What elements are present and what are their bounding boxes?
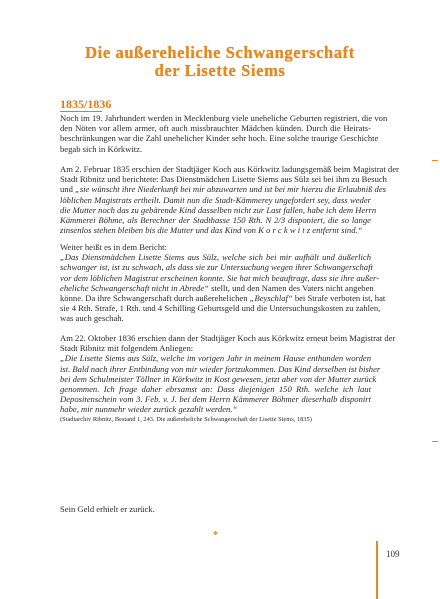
quote-line: Kämmerei Böhme, als Berechner der Stadthasse 150 Rth. N 2/3 disponiert, die so lange [60,215,371,226]
quote-line: Depositenschein vom 3. Feb. v. J. bei dem Herrn Kämmerer Böhmer dieserhalb disponirt [60,394,371,405]
quote-line: bei dem Schulmeister Töllner in Körkwitz in Kost gewesen, jetzt aber von der Mutter zurück [60,373,377,384]
quote-line: löblichen Magistrats ertheilt. Damit nun die Stadt-Kämmerey ungefordert sey, dass weder [60,194,371,205]
margin-tick-mark [432,160,438,161]
plain-text: bei Strafe verboten ist, hat [292,293,386,304]
text-line [60,282,374,293]
quote-text: eheliche Schwangerschaft nicht in Abrede“ [60,282,209,293]
margin-tick-mark [432,441,438,442]
quote-line [60,184,386,195]
page-title-line-1: Die außereheliche Schwangerschaft [85,43,355,62]
section-separator-asterisk: * [212,529,219,541]
text-line: Weiter heißt es in dem Bericht: [60,242,167,252]
page-title-line-2: der Lisette Siems [154,61,286,80]
source-citation: (Stadtarchiv Ribnitz, Bestand 1, 243. Die außereheliche Schwangerschaft der Lisette Siems, 1835) [60,415,312,423]
quote-line: „Das Dienstmädchen Lisette Siems aus Sülz, welche sich bei mir aufhält und äußerlich [60,252,371,263]
year-underline [60,111,102,112]
section-year-heading: 1835/1836 [60,97,112,111]
text-line: was auch geschah. [60,313,124,324]
text-line: begab sich in Körkwitz. [60,143,143,154]
quote-line: genommen. Ich frage daher ebrsamst an: Dass diejenigen 150 Rth. welche ich laut [60,384,371,395]
quote-line: vor dem löblichen Magistrat erscheinen konnte. Sie hat mich beauftragt, dass sie ihre außer- [60,272,380,283]
text-line: Stadt Ribnitz und berichtete: Das Dienstmädchen Lisette Siems aus Sülz sei bei ihm zu Besuch [60,174,387,185]
quote-text: „sie wünscht ihre Niederkunft bei mir abzuwarten und ist bei mir hierzu die Erlaubniß des [75,184,386,195]
quote-line: ist. Bald nach ihrer Entbindung von mir wieder fortzukommen. Das Kind derselben ist bisher [60,363,381,374]
text-line: Noch im 19. Jahrhundert werden in Mecklenburg viele uneheliche Geburten registriert, die von [60,113,388,123]
quote-line: schwanger ist, ist zu schwach, als dass sie zur Untersuchung wegen ihrer Schwangerschaft [60,262,373,273]
quote-line: habe, mir nunmehr wieder zurück gezahlt werden.“ [60,404,238,415]
text-line: Sein Geld erhielt er zurück. [60,504,155,514]
text-line: beschränkungen war die Zahl unehelicher Kinder sehr hoch. Eine solche traurige Geschichte [60,133,379,144]
text-line: den Nöten vor allem armer, oft auch missbrauchter Mädchen künden. Durch die Heirats- [60,123,371,134]
page-number-rule [376,541,378,599]
quote-line: die Mutter noch das zu gebärende Kind dasselben nicht zur Last fallen, habe ich dem Herrn [60,204,377,215]
plain-text: könne. Da ihre Schwangerschaft durch außerehelichen [60,293,250,304]
page-number: 109 [386,549,400,559]
closing-paragraph [60,504,371,514]
quote-lead-word: und [60,184,76,195]
intro-paragraph [60,113,388,154]
text-line: Stadt Ribnitz mit folgendem Anliegen: [60,343,194,354]
plain-text: stellt, und den Namen des Vaters nicht angeben [208,282,374,293]
report-1836-paragraph [60,333,396,424]
quote-text: „Beyschlaf“ [249,293,293,304]
report-1835-paragraph [60,164,399,236]
text-line: Am 2. Februar 1835 erschien der Stadtjäger Koch aus Körkwitz ladungsgemäß beim Magistrat der [60,164,399,174]
quote-line: „Die Lisette Siems aus Sülz, welche im vorigen Jahr in meinem Hause enthunden worden [60,353,371,364]
report-continuation-paragraph [60,242,386,324]
text-line [60,293,386,304]
text-line: sie 4 Rth. Strafe, 1 Rth. und 4 Schilling Geburtsgeld und die Untersuchungskosten zu zahlen, [60,303,381,314]
quote-line: zinsenlos stehen bleiben bis die Mutter und das Kind von K o r c k w i t z entfernt sind.“ [60,225,363,236]
text-line: Am 22. Oktober 1836 erschien dann der Stadtjäger Koch aus Körkwitz erneut beim Magistrat der [60,333,396,343]
